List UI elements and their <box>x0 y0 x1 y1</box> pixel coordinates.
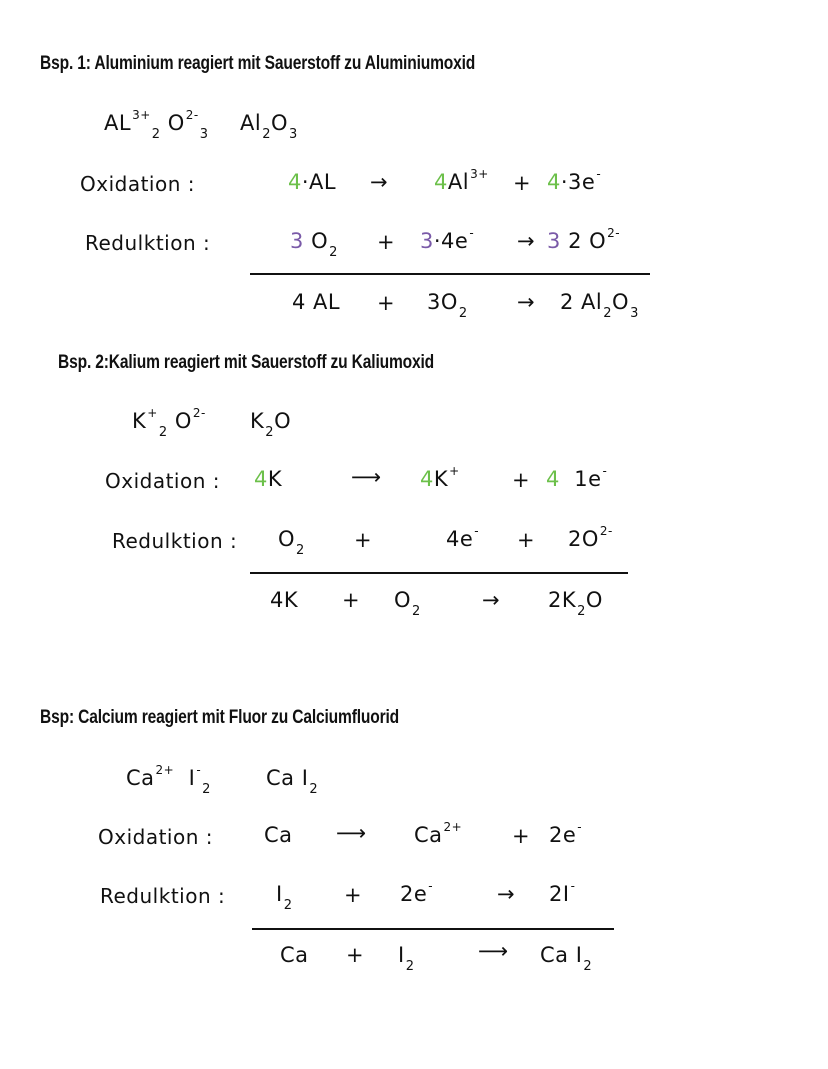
ex3-sum-arrow: ⟶ <box>478 939 509 963</box>
ex2-ox-reactant: 4K <box>254 467 283 491</box>
ex1-red-electrons: 3·4e- <box>420 226 475 253</box>
ex3-ox-arrow: ⟶ <box>336 821 367 845</box>
ex2-sum-line <box>250 572 628 574</box>
ex3-red-plus: + <box>344 883 363 907</box>
ex2-red-product: $2O^{2-}$ <box>568 524 613 551</box>
ex2-red-electrons: 4e- <box>446 524 480 551</box>
ex1-title: Bsp. 1: Aluminium reagiert mit Sauerstoff zu Aluminiumoxid <box>40 53 476 74</box>
ex1-red-plus: + <box>377 230 396 254</box>
ex3-red-reactant: $I_2$ <box>276 882 293 913</box>
ex3-ox-electrons: 2e- <box>549 820 583 847</box>
ex2-reduction-label: Redulktion : <box>112 529 238 553</box>
ex2-formula: $K_2O$ <box>250 409 292 440</box>
ex1-ox-reactant: 4·AL <box>288 170 337 194</box>
ex2-title: Bsp. 2:Kalium reagiert mit Sauerstoff zu Kaliumoxid <box>58 352 435 373</box>
ex2-red-reactant: $O_2$ <box>278 527 305 558</box>
ex1-ox-product: $4Al^{3+}$ <box>434 167 489 194</box>
ex3-red-product: 2I- <box>549 879 576 906</box>
ex3-sum-plus: + <box>346 943 365 967</box>
ex2-sum-product: $2K_2O$ <box>548 588 603 619</box>
ex2-sum-b: $O_2$ <box>394 588 421 619</box>
ex3-sum-b: $I_2$ <box>398 943 415 974</box>
ex3-ox-reactant: Ca <box>264 823 293 847</box>
ex1-red-arrow: → <box>517 229 536 253</box>
ex2-red-plus1: + <box>354 528 373 552</box>
ex1-reduction-label: Redulktion : <box>85 231 211 255</box>
ex3-reduction-label: Redulktion : <box>100 884 226 908</box>
ex2-oxidation-label: Oxidation : <box>105 469 220 493</box>
ex3-red-arrow: → <box>497 882 516 906</box>
ex1-ox-plus: + <box>513 171 532 195</box>
ex1-oxidation-label: Oxidation : <box>80 172 195 196</box>
ex1-red-product: 3 2 $O^{2-}$ <box>547 226 621 253</box>
ex2-red-plus2: + <box>517 528 536 552</box>
ex1-sum-a: 4 AL <box>292 290 341 314</box>
ex2-sum-plus: + <box>342 588 361 612</box>
ex3-ions: $Ca^{2+}$ $I^-_2$ <box>126 763 211 797</box>
ex3-red-electrons: 2e- <box>400 879 434 906</box>
ex1-sum-b: $3O_2$ <box>427 290 468 321</box>
ex1-ions: $AL^{3+}_2$ $O^{2-}_3$ <box>104 108 209 142</box>
ex2-ox-product: 4K+ <box>420 464 460 491</box>
ex3-ox-product: $Ca^{2+}$ <box>414 820 463 847</box>
ex3-sum-a: Ca <box>280 943 309 967</box>
ex3-ox-plus: + <box>512 824 531 848</box>
ex2-ox-plus: + <box>512 468 531 492</box>
ex2-ox-electrons: 4 1e- <box>546 464 608 491</box>
ex3-formula: Ca $I_2$ <box>266 766 319 797</box>
ex2-sum-a: 4K <box>270 588 299 612</box>
ex3-sum-product: Ca $I_2$ <box>540 943 593 974</box>
ex1-sum-arrow: → <box>517 290 536 314</box>
ex2-sum-arrow: → <box>482 588 501 612</box>
ex1-ox-arrow: → <box>370 170 389 194</box>
ex1-ox-electrons: 4·3e- <box>547 167 602 194</box>
ex1-red-reactant: 3 $O_2$ <box>290 229 338 260</box>
ex1-sum-product: 2 $Al_2O_3$ <box>560 290 639 321</box>
ex3-title: Bsp: Calcium reagiert mit Fluor zu Calciumfluorid <box>40 707 400 728</box>
ex1-sum-line <box>250 273 650 275</box>
ex1-sum-plus: + <box>377 291 396 315</box>
ex3-oxidation-label: Oxidation : <box>98 825 213 849</box>
ex2-ox-arrow: ⟶ <box>351 465 382 489</box>
ex1-formula: $Al_2O_3$ <box>240 111 298 142</box>
ex2-ions: $K^+_2$ $O^{2-}$ <box>132 406 206 440</box>
ex3-sum-line <box>252 928 614 930</box>
